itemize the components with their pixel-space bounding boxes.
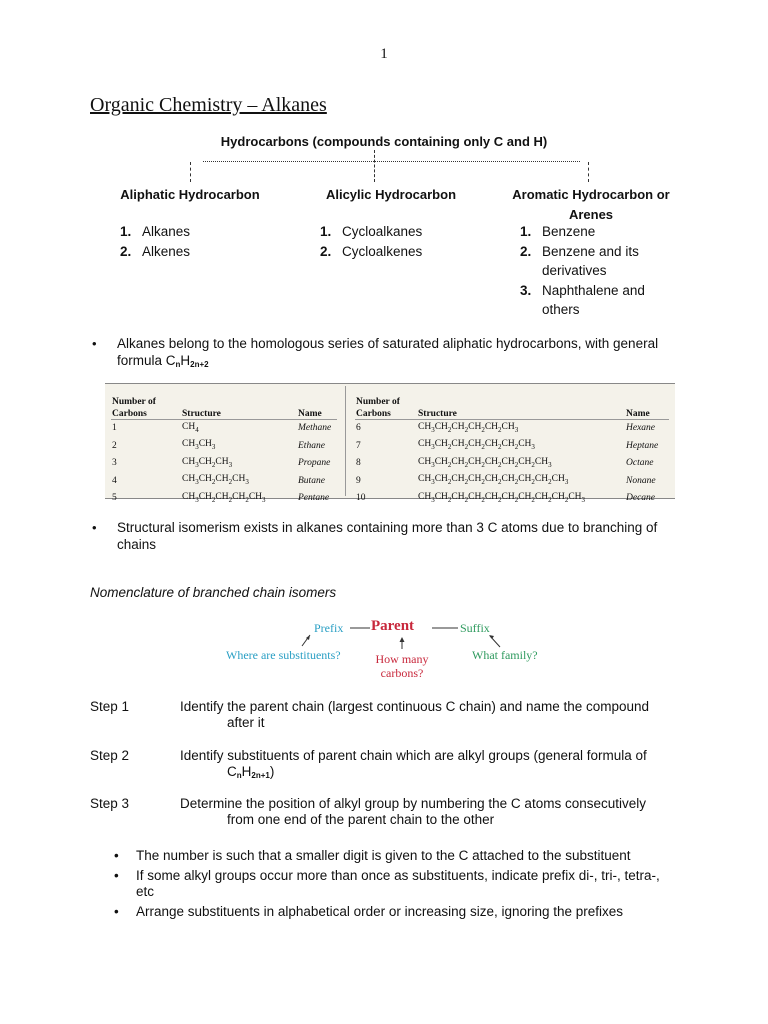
table-header: Structure [182, 409, 221, 419]
step-2-text: Identify substituents of parent chain which are alkyl groups (general formula of $C_nH_{2n+1}$) [180, 748, 647, 780]
table-row [356, 472, 674, 489]
diagram-suffix: Suffix [460, 621, 490, 635]
carbon-count-cell: 1 [112, 423, 117, 434]
hydrocarbons-title: Hydrocarbons (compounds containing only C and H) [220, 134, 548, 149]
carbon-count-cell: 8 [356, 458, 361, 469]
structure-cell: $CH_3CH_2CH_2CH_2CH_3$ [182, 491, 266, 504]
carbon-count-cell: 6 [356, 423, 361, 434]
list-item: 2. Benzene and its derivatives [520, 243, 639, 278]
page-number: 1 [380, 46, 388, 62]
diagram-how-many-carbons: How many carbons? [375, 652, 429, 680]
column-heading-aromatic: Aromatic Hydrocarbon or Arenes [512, 187, 670, 222]
step-3-bullets [114, 848, 676, 924]
structure-cell: $CH_3CH_2CH_3$ [182, 456, 233, 469]
aliphatic-list [120, 222, 190, 261]
alkane-name-cell: Pentane [298, 493, 330, 503]
carbon-count-cell: 9 [356, 475, 361, 486]
carbon-count-cell: 3 [112, 458, 117, 469]
bullet-dot: • [114, 868, 119, 883]
structure-cell: $CH_3CH_2CH_2CH_2CH_2CH_3$ [418, 422, 519, 434]
alkane-table-right [356, 389, 674, 507]
bullet-dot: • [92, 336, 97, 351]
table-header: Number of Carbons [356, 397, 400, 419]
table-row [356, 420, 674, 437]
page-title: Organic Chemistry – Alkanes [90, 94, 327, 116]
structure-cell: $CH_3CH_2CH_2CH_2CH_2CH_2CH_2CH_2CH_2CH_3$ [418, 491, 586, 504]
section-heading: Nomenclature of branched chain isomers [90, 585, 337, 600]
carbon-count-cell: 5 [112, 493, 117, 503]
alkane-name-cell: Propane [298, 458, 331, 469]
structure-cell: $CH_3CH_2CH_2CH_2CH_2CH_2CH_3$ [418, 439, 535, 452]
column-heading-aliphatic: Aliphatic Hydrocarbon [120, 187, 260, 202]
alkane-name-cell: Butane [298, 475, 325, 486]
alkanes-general-formula-text: Alkanes belong to the homologous series of saturated aliphatic hydrocarbons, with general formula $C_nH_{2n+2}$ [117, 336, 659, 369]
bullet-dot: • [92, 520, 97, 535]
list-item: 1. Alkanes [120, 224, 191, 239]
carbon-count-cell: 2 [112, 440, 117, 451]
structure-cell: $CH_3CH_3$ [182, 439, 216, 452]
step-label: Step 3 [90, 796, 130, 811]
list-item: • If some alkyl groups occur more than once as substituents, indicate prefix di-, tri-, tetra-, etc [114, 868, 660, 899]
diagram-prefix: Prefix [314, 621, 344, 635]
alkane-name-cell: Nonane [626, 475, 656, 486]
table-row [356, 455, 674, 472]
table-divider [345, 386, 346, 496]
step-1-text: Identify the parent chain (largest continuous C chain) and name the compound after it [180, 699, 650, 730]
column-heading-alicylic: Alicylic Hydrocarbon [325, 187, 457, 202]
list-item: 3. Naphthalene and others [520, 282, 645, 317]
table-header: Name [298, 409, 322, 419]
alkane-name-cell: Ethane [298, 440, 325, 451]
step-label: Step 1 [90, 699, 130, 714]
alkane-name-cell: Octane [626, 458, 654, 469]
bullet-dot: • [114, 904, 119, 919]
list-item: 1. Benzene [520, 224, 596, 239]
aromatic-list [520, 222, 660, 320]
table-header: Name [626, 409, 650, 419]
alkane-name-cell: Methane [298, 423, 332, 434]
carbon-count-cell: 10 [356, 493, 366, 503]
diagram-parent: Parent [371, 618, 415, 634]
connector-tick-left [190, 162, 191, 182]
alkane-table-left [112, 389, 344, 507]
alkane-table [105, 383, 675, 504]
step-3-text: Determine the position of alkyl group by numbering the C atoms consecutively from one end of the parent chain to the other [180, 796, 646, 827]
connector-tick-center [374, 150, 375, 182]
table-row [112, 472, 344, 489]
connector-tick-right [588, 162, 589, 182]
table-row [356, 490, 674, 507]
structure-cell: $CH_3CH_2CH_2CH_2CH_2CH_2CH_2CH_3$ [418, 456, 552, 469]
structure-cell: $CH_3CH_2CH_2CH_2CH_2CH_2CH_2CH_2CH_3$ [418, 474, 569, 487]
table-header: Structure [418, 409, 457, 419]
list-item: • The number is such that a smaller digit is given to the C attached to the substituent [114, 848, 631, 863]
carbon-count-cell: 7 [356, 440, 361, 451]
list-item: • Arrange substituents in alphabetical order or increasing size, ignoring the prefixes [114, 904, 624, 919]
nomenclature-diagram [222, 613, 547, 685]
classification-connector-line [203, 161, 580, 162]
structure-cell: $CH_4$ [182, 422, 199, 434]
table-header: Number of Carbons [112, 397, 156, 419]
alkane-name-cell: Heptane [626, 440, 659, 451]
alicylic-list [320, 222, 422, 261]
bullet-dot: • [114, 848, 119, 863]
table-row [112, 455, 344, 472]
alkane-name-cell: Decane [626, 493, 656, 503]
list-item: 2. Alkenes [120, 243, 191, 259]
table-row [112, 437, 344, 454]
step-label: Step 2 [90, 748, 130, 763]
structure-cell: $CH_3CH_2CH_2CH_3$ [182, 474, 249, 487]
structural-isomerism-text: Structural isomerism exists in alkanes containing more than 3 C atoms due to branching of chains [117, 520, 658, 552]
diagram-what-family: What family? [472, 648, 538, 662]
diagram-where-substituents: Where are substituents? [226, 648, 341, 662]
list-item: 1. Cycloalkanes [320, 224, 423, 239]
table-row [112, 490, 344, 507]
alkane-name-cell: Hexane [626, 423, 656, 434]
list-item: 2. Cycloalkenes [320, 243, 423, 259]
table-row [112, 420, 344, 437]
arrow-to-parent-icon [400, 637, 405, 642]
table-row [356, 437, 674, 454]
carbon-count-cell: 4 [112, 475, 117, 486]
